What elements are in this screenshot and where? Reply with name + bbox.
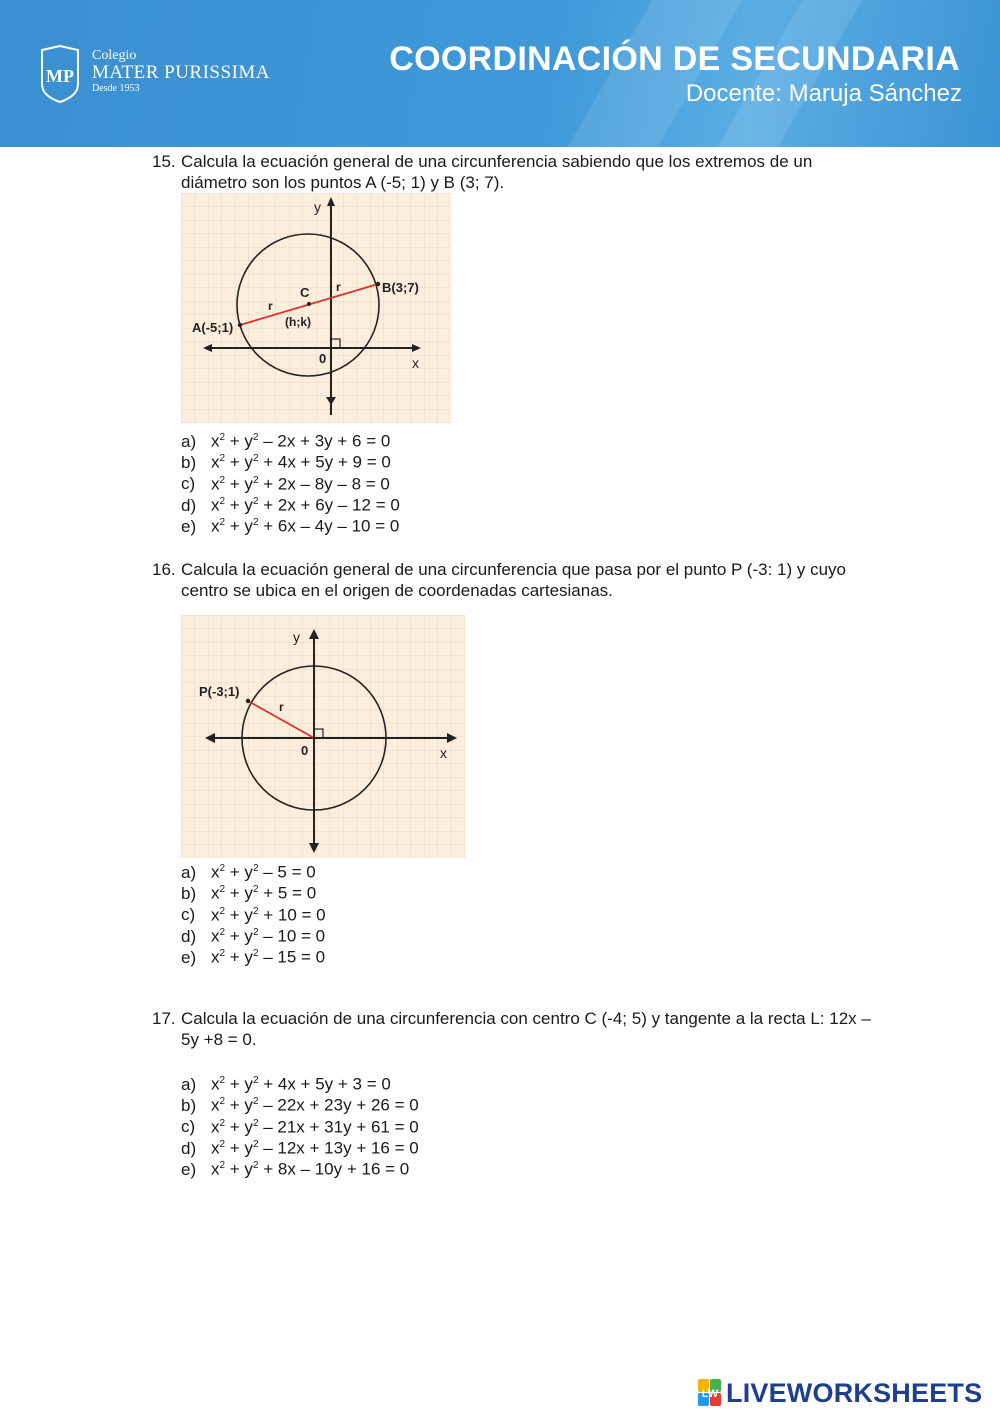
option-a[interactable]: a) $x^2 + y^2 + 4x + 5y + 3 = 0$ xyxy=(181,1074,391,1094)
options-15 xyxy=(181,427,400,536)
question-number: 16. xyxy=(152,560,176,579)
header-subtitle: Docente: Maruja Sánchez xyxy=(685,80,962,107)
radius-label-left: r xyxy=(268,299,273,313)
point-b-dot xyxy=(376,282,380,286)
axis-y-label: y xyxy=(293,629,300,645)
point-p-label: P(-3;1) xyxy=(199,684,240,699)
figure-grid xyxy=(181,193,451,423)
liveworksheets-logo[interactable] xyxy=(698,1378,998,1408)
question-15 xyxy=(152,151,882,193)
school-crest-icon xyxy=(40,44,80,104)
option-d[interactable]: d) $x^2 + y^2 - 12x + 13y + 16 = 0$ xyxy=(181,1138,419,1158)
point-a-label: A(-5;1) xyxy=(192,320,234,335)
liveworksheets-badge-icon xyxy=(698,1379,722,1407)
page-header xyxy=(0,0,1000,147)
origin-label: 0 xyxy=(301,743,309,758)
option-c[interactable]: c) $x^2 + y^2 + 10 = 0$ xyxy=(181,905,326,925)
option-d[interactable]: d) $x^2 + y^2 + 2x + 6y - 12 = 0$ xyxy=(181,495,400,515)
axis-x-label: x xyxy=(440,745,447,761)
option-a[interactable]: a) $x^2 + y^2 - 5 = 0$ xyxy=(181,862,316,882)
question-text: Calcula la ecuación general de una circunferencia sabiendo que los extremos de un diámetro son los puntos A (-5; 1) y B (3; 7). xyxy=(181,152,813,192)
figure-16-circle-origin xyxy=(181,615,465,858)
axis-y-label: y xyxy=(314,199,321,215)
question-text: Calcula la ecuación de una circunferencia con centro C (-4; 5) y tangente a la recta L: 12x – 5y +8 = 0. xyxy=(181,1009,871,1049)
center-coords-label: (h;k) xyxy=(285,315,311,329)
option-a[interactable]: a) $x^2 + y^2 - 2x + 3y + 6 = 0$ xyxy=(181,431,391,451)
radius-label-right: r xyxy=(336,280,341,294)
option-e[interactable]: e) $x^2 + y^2 + 8x - 10y + 16 = 0$ xyxy=(181,1159,410,1179)
crest-monogram: MP xyxy=(46,66,74,86)
question-number: 15. xyxy=(152,152,176,171)
question-number: 17. xyxy=(152,1009,176,1028)
point-p-dot xyxy=(246,699,250,703)
options-16 xyxy=(181,858,326,967)
option-c[interactable]: c) $x^2 + y^2 + 2x - 8y - 8 = 0$ xyxy=(181,474,390,494)
option-b[interactable]: b) $x^2 + y^2 - 22x + 23y + 26 = 0$ xyxy=(181,1095,419,1115)
option-b[interactable]: b) $x^2 + y^2 + 4x + 5y + 9 = 0$ xyxy=(181,452,391,472)
question-16 xyxy=(152,559,882,601)
question-17 xyxy=(152,1008,882,1050)
radius-label: r xyxy=(279,700,284,714)
center-label: C xyxy=(300,285,310,300)
option-d[interactable]: d) $x^2 + y^2 - 10 = 0$ xyxy=(181,926,326,946)
origin-label: 0 xyxy=(319,351,327,366)
center-dot xyxy=(307,302,311,306)
point-b-label: B(3;7) xyxy=(382,280,419,295)
header-title: COORDINACIÓN DE SECUNDARIA xyxy=(389,40,960,78)
liveworksheets-text: LIVEWORKSHEETS xyxy=(726,1378,983,1408)
option-c[interactable]: c) $x^2 + y^2 - 21x + 31y + 61 = 0$ xyxy=(181,1117,419,1137)
logo-line-1: Colegio xyxy=(92,48,137,63)
option-b[interactable]: b) $x^2 + y^2 + 5 = 0$ xyxy=(181,883,317,903)
badge-text: LW xyxy=(701,1388,719,1400)
options-17 xyxy=(181,1070,419,1179)
option-e[interactable]: e) $x^2 + y^2 + 6x - 4y - 10 = 0$ xyxy=(181,516,400,536)
axis-x-label: x xyxy=(412,355,419,371)
logo-line-2: MATER PURISSIMA xyxy=(92,62,271,83)
option-e[interactable]: e) $x^2 + y^2 - 15 = 0$ xyxy=(181,947,326,967)
logo-line-3: Desde 1953 xyxy=(92,83,140,94)
figure-15-circle-diameter xyxy=(181,193,451,423)
school-logo-text xyxy=(92,48,270,95)
point-a-dot xyxy=(238,323,242,327)
question-text: Calcula la ecuación general de una circunferencia que pasa por el punto P (-3: 1) y cuyo centro se ubica en el origen de coordenadas cartesianas. xyxy=(181,560,846,600)
